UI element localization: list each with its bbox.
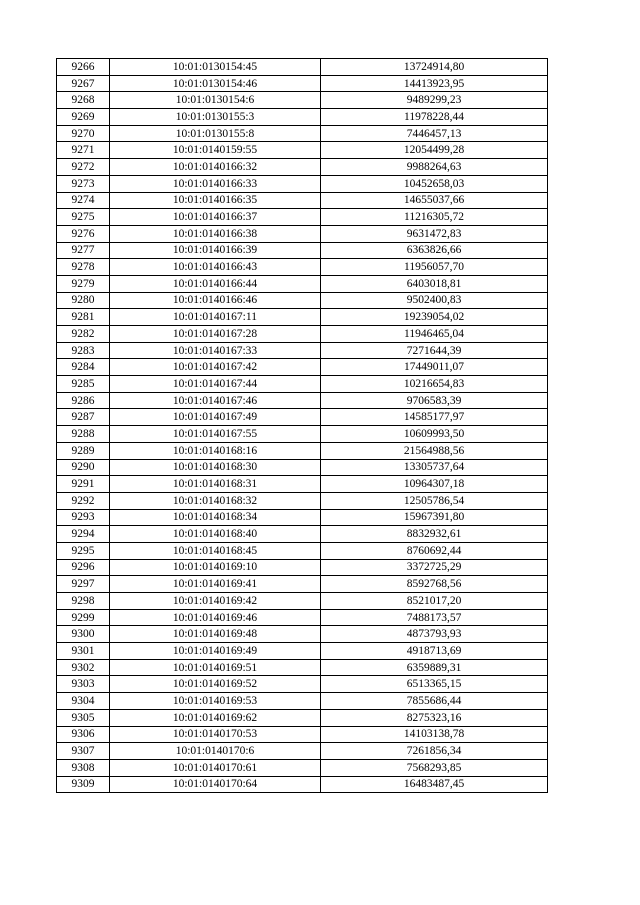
table-row: [57, 526, 548, 543]
value-cell: 17449011,07: [321, 359, 548, 376]
cadastral-number-cell: 10:01:0140166:39: [110, 242, 321, 259]
value-cell: 8275323,16: [321, 709, 548, 726]
table-row: [57, 275, 548, 292]
cadastral-number-cell: 10:01:0140166:46: [110, 292, 321, 309]
table-row: [57, 759, 548, 776]
cadastral-number-cell: 10:01:0140159:55: [110, 142, 321, 159]
value-cell: 10452658,03: [321, 175, 548, 192]
cadastral-number-cell: 10:01:0140167:42: [110, 359, 321, 376]
table-row: [57, 626, 548, 643]
value-cell: 8832932,61: [321, 526, 548, 543]
row-number-cell: 9281: [57, 309, 110, 326]
cadastral-number-cell: 10:01:0140169:10: [110, 559, 321, 576]
table-row: [57, 92, 548, 109]
value-cell: 9502400,83: [321, 292, 548, 309]
row-number-cell: 9290: [57, 459, 110, 476]
row-number-cell: 9270: [57, 125, 110, 142]
row-number-cell: 9277: [57, 242, 110, 259]
row-number-cell: 9285: [57, 376, 110, 393]
table-row: [57, 309, 548, 326]
value-cell: 8760692,44: [321, 542, 548, 559]
row-number-cell: 9300: [57, 626, 110, 643]
row-number-cell: 9279: [57, 275, 110, 292]
cadastral-number-cell: 10:01:0140169:41: [110, 576, 321, 593]
table-row: [57, 242, 548, 259]
cadastral-number-cell: 10:01:0140168:31: [110, 476, 321, 493]
table-row: [57, 676, 548, 693]
cadastral-number-cell: 10:01:0140166:38: [110, 225, 321, 242]
table-row: [57, 609, 548, 626]
cadastral-number-cell: 10:01:0140170:61: [110, 759, 321, 776]
table-row: [57, 376, 548, 393]
value-cell: 4918713,69: [321, 643, 548, 660]
value-cell: 3372725,29: [321, 559, 548, 576]
table-row: [57, 743, 548, 760]
value-cell: 10964307,18: [321, 476, 548, 493]
row-number-cell: 9271: [57, 142, 110, 159]
cadastral-number-cell: 10:01:0140168:30: [110, 459, 321, 476]
row-number-cell: 9309: [57, 776, 110, 793]
row-number-cell: 9306: [57, 726, 110, 743]
row-number-cell: 9286: [57, 392, 110, 409]
row-number-cell: 9294: [57, 526, 110, 543]
row-number-cell: 9268: [57, 92, 110, 109]
table-row: [57, 542, 548, 559]
table-row: [57, 209, 548, 226]
row-number-cell: 9288: [57, 426, 110, 443]
value-cell: 9706583,39: [321, 392, 548, 409]
table-row: [57, 459, 548, 476]
table-row: [57, 576, 548, 593]
cadastral-number-cell: 10:01:0140170:6: [110, 743, 321, 760]
value-cell: 7446457,13: [321, 125, 548, 142]
cadastral-number-cell: 10:01:0140168:45: [110, 542, 321, 559]
row-number-cell: 9289: [57, 442, 110, 459]
row-number-cell: 9276: [57, 225, 110, 242]
row-number-cell: 9299: [57, 609, 110, 626]
row-number-cell: 9275: [57, 209, 110, 226]
data-table: [56, 58, 548, 793]
cadastral-number-cell: 10:01:0140166:32: [110, 159, 321, 176]
table-row: [57, 326, 548, 343]
row-number-cell: 9291: [57, 476, 110, 493]
value-cell: 6363826,66: [321, 242, 548, 259]
table-row: [57, 593, 548, 610]
cadastral-number-cell: 10:01:0130155:8: [110, 125, 321, 142]
value-cell: 9489299,23: [321, 92, 548, 109]
table-row: [57, 392, 548, 409]
value-cell: 10609993,50: [321, 426, 548, 443]
value-cell: 10216654,83: [321, 376, 548, 393]
table-row: [57, 192, 548, 209]
cadastral-number-cell: 10:01:0140168:40: [110, 526, 321, 543]
table-row: [57, 125, 548, 142]
table-row: [57, 292, 548, 309]
value-cell: 6359889,31: [321, 659, 548, 676]
table-row: [57, 776, 548, 793]
cadastral-number-cell: 10:01:0140167:11: [110, 309, 321, 326]
value-cell: 7488173,57: [321, 609, 548, 626]
row-number-cell: 9280: [57, 292, 110, 309]
value-cell: 14103138,78: [321, 726, 548, 743]
row-number-cell: 9292: [57, 492, 110, 509]
cadastral-number-cell: 10:01:0140168:34: [110, 509, 321, 526]
row-number-cell: 9307: [57, 743, 110, 760]
table-row: [57, 225, 548, 242]
cadastral-number-cell: 10:01:0140166:35: [110, 192, 321, 209]
value-cell: 14655037,66: [321, 192, 548, 209]
table-row: [57, 409, 548, 426]
value-cell: 7261856,34: [321, 743, 548, 760]
cadastral-number-cell: 10:01:0140167:55: [110, 426, 321, 443]
value-cell: 7568293,85: [321, 759, 548, 776]
table-row: [57, 726, 548, 743]
row-number-cell: 9287: [57, 409, 110, 426]
row-number-cell: 9301: [57, 643, 110, 660]
table-row: [57, 359, 548, 376]
table-row: [57, 709, 548, 726]
value-cell: 6403018,81: [321, 275, 548, 292]
row-number-cell: 9274: [57, 192, 110, 209]
value-cell: 7271644,39: [321, 342, 548, 359]
value-cell: 15967391,80: [321, 509, 548, 526]
table-row: [57, 426, 548, 443]
row-number-cell: 9266: [57, 59, 110, 76]
cadastral-number-cell: 10:01:0140167:44: [110, 376, 321, 393]
table-row: [57, 175, 548, 192]
row-number-cell: 9296: [57, 559, 110, 576]
row-number-cell: 9284: [57, 359, 110, 376]
cadastral-number-cell: 10:01:0140167:28: [110, 326, 321, 343]
cadastral-number-cell: 10:01:0140169:42: [110, 593, 321, 610]
table-row: [57, 342, 548, 359]
table-row: [57, 476, 548, 493]
cadastral-number-cell: 10:01:0140169:51: [110, 659, 321, 676]
table-row: [57, 659, 548, 676]
cadastral-number-cell: 10:01:0140168:16: [110, 442, 321, 459]
value-cell: 14585177,97: [321, 409, 548, 426]
cadastral-number-cell: 10:01:0130154:46: [110, 75, 321, 92]
cadastral-number-cell: 10:01:0140169:52: [110, 676, 321, 693]
table-row: [57, 109, 548, 126]
value-cell: 13724914,80: [321, 59, 548, 76]
table-row: [57, 142, 548, 159]
value-cell: 14413923,95: [321, 75, 548, 92]
value-cell: 19239054,02: [321, 309, 548, 326]
row-number-cell: 9302: [57, 659, 110, 676]
cadastral-number-cell: 10:01:0140169:62: [110, 709, 321, 726]
cadastral-number-cell: 10:01:0140170:53: [110, 726, 321, 743]
row-number-cell: 9278: [57, 259, 110, 276]
table-row: [57, 559, 548, 576]
table-row: [57, 75, 548, 92]
value-cell: 21564988,56: [321, 442, 548, 459]
table-row: [57, 59, 548, 76]
value-cell: 7855686,44: [321, 693, 548, 710]
value-cell: 16483487,45: [321, 776, 548, 793]
value-cell: 11946465,04: [321, 326, 548, 343]
row-number-cell: 9282: [57, 326, 110, 343]
row-number-cell: 9308: [57, 759, 110, 776]
cadastral-number-cell: 10:01:0140169:48: [110, 626, 321, 643]
cadastral-number-cell: 10:01:0140169:53: [110, 693, 321, 710]
row-number-cell: 9283: [57, 342, 110, 359]
row-number-cell: 9273: [57, 175, 110, 192]
row-number-cell: 9297: [57, 576, 110, 593]
table-row: [57, 492, 548, 509]
cadastral-number-cell: 10:01:0140167:49: [110, 409, 321, 426]
row-number-cell: 9267: [57, 75, 110, 92]
value-cell: 9988264,63: [321, 159, 548, 176]
row-number-cell: 9304: [57, 693, 110, 710]
table-row: [57, 259, 548, 276]
cadastral-number-cell: 10:01:0140168:32: [110, 492, 321, 509]
value-cell: 12505786,54: [321, 492, 548, 509]
table-row: [57, 442, 548, 459]
row-number-cell: 9269: [57, 109, 110, 126]
value-cell: 8592768,56: [321, 576, 548, 593]
cadastral-number-cell: 10:01:0140166:43: [110, 259, 321, 276]
row-number-cell: 9293: [57, 509, 110, 526]
value-cell: 9631472,83: [321, 225, 548, 242]
cadastral-number-cell: 10:01:0140167:46: [110, 392, 321, 409]
table-row: [57, 159, 548, 176]
cadastral-number-cell: 10:01:0140167:33: [110, 342, 321, 359]
cadastral-number-cell: 10:01:0140169:49: [110, 643, 321, 660]
value-cell: 13305737,64: [321, 459, 548, 476]
value-cell: 11978228,44: [321, 109, 548, 126]
value-cell: 12054499,28: [321, 142, 548, 159]
cadastral-number-cell: 10:01:0140166:44: [110, 275, 321, 292]
cadastral-number-cell: 10:01:0130154:6: [110, 92, 321, 109]
value-cell: 8521017,20: [321, 593, 548, 610]
table-body: [57, 59, 548, 793]
cadastral-number-cell: 10:01:0130155:3: [110, 109, 321, 126]
value-cell: 11956057,70: [321, 259, 548, 276]
table-row: [57, 509, 548, 526]
row-number-cell: 9272: [57, 159, 110, 176]
table-row: [57, 693, 548, 710]
value-cell: 11216305,72: [321, 209, 548, 226]
table-row: [57, 643, 548, 660]
cadastral-number-cell: 10:01:0140169:46: [110, 609, 321, 626]
row-number-cell: 9305: [57, 709, 110, 726]
cadastral-number-cell: 10:01:0140166:33: [110, 175, 321, 192]
row-number-cell: 9303: [57, 676, 110, 693]
row-number-cell: 9298: [57, 593, 110, 610]
cadastral-number-cell: 10:01:0140170:64: [110, 776, 321, 793]
cadastral-number-cell: 10:01:0140166:37: [110, 209, 321, 226]
value-cell: 4873793,93: [321, 626, 548, 643]
row-number-cell: 9295: [57, 542, 110, 559]
value-cell: 6513365,15: [321, 676, 548, 693]
cadastral-number-cell: 10:01:0130154:45: [110, 59, 321, 76]
